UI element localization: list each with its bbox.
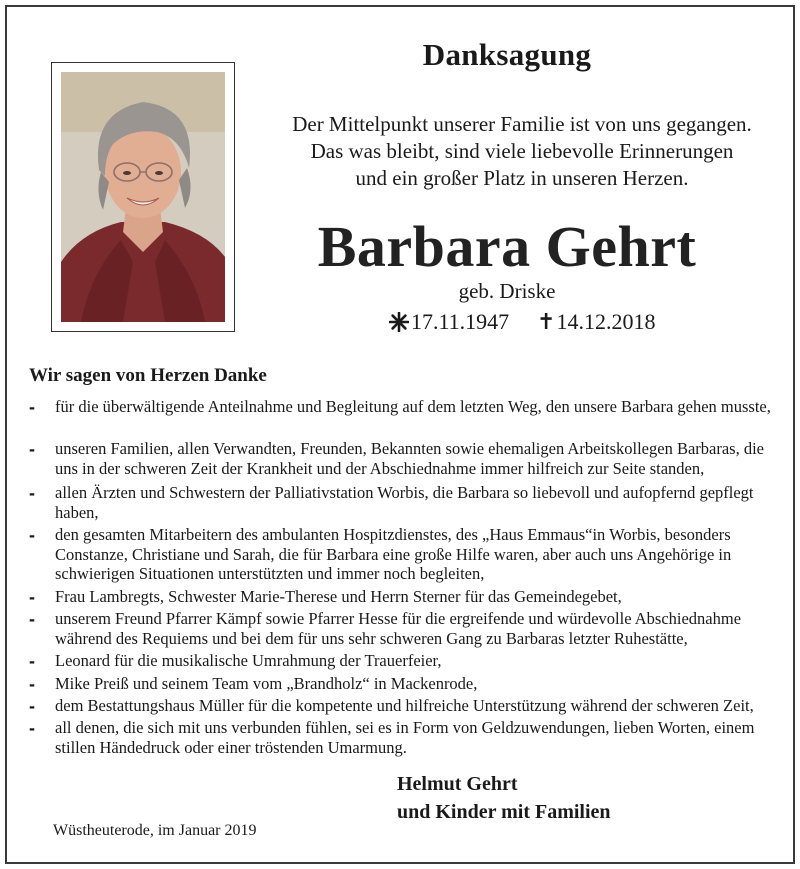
death-date-block: [537, 309, 655, 335]
list-item-text: Mike Preiß und seinem Team vom „Brandholz“ in Mackenrode,: [55, 674, 478, 693]
portrait-illustration: [61, 72, 225, 322]
motto-line: und ein großer Platz in unseren Herzen.: [355, 166, 689, 190]
list-item-text: unseren Familien, allen Verwandten, Freunden, Bekannten sowie ehemaligen Arbeitskollegen Barbaras, die uns in der schweren Zeit der Krankheit und der Abschiednahme immer hilfreich zur Seite standen,: [55, 439, 764, 478]
bullet-dash: -: [29, 397, 35, 417]
life-dates: [377, 309, 677, 337]
list-item-text: unserem Freund Pfarrer Kämpf sowie Pfarrer Hesse für die ergreifende und würdevolle Abschiednahme während des Requiems und bei dem für uns sehr schweren Gang zu Barbaras letzter Ruhestätte,: [55, 609, 742, 648]
motto-line: Das was bleibt, sind viele liebevolle Erinnerungen: [310, 139, 734, 163]
bullet-dash: -: [29, 651, 35, 671]
motto-verse: [257, 111, 787, 192]
thanks-heading: Wir sagen von Herzen Danke: [29, 365, 267, 386]
signature-line: Helmut Gehrt: [397, 773, 518, 795]
bullet-dash: -: [29, 696, 35, 716]
list-item-text: allen Ärzten und Schwestern der Palliativstation Worbis, die Barbara so liebevoll und aufopfernd gepflegt haben,: [55, 483, 754, 522]
list-item-text: Frau Lambregts, Schwester Marie-Therese und Herrn Sterner für das Gemeindegebet,: [55, 587, 622, 606]
portrait-photo: [61, 72, 225, 322]
bullet-dash: -: [29, 439, 35, 459]
notice-title: Danksagung: [422, 37, 592, 72]
list-item-text: dem Bestattungshaus Müller für die kompetente und hilfreiche Unterstützung während der schweren Zeit,: [55, 696, 754, 715]
birth-date: 17.11.1947: [411, 309, 510, 334]
maiden-name: geb. Driske: [458, 279, 556, 303]
list-item-text: den gesamten Mitarbeitern des ambulanten Hospitzdienstes, des „Haus Emmaus“in Worbis, besonders Constanze, Christiane und Sarah, die für Barbara eine große Hilfe waren, aber auch uns Angehörige in schwierigen Situationen unterstützten und immer noch begleiten,: [55, 525, 732, 583]
list-item-text: all denen, die sich mit uns verbunden fühlen, sei es in Form von Geldzuwendungen, lieben Worten, einem stillen Händedruck oder einer tröstenden Umarmung.: [55, 718, 755, 757]
birth-date-block: [389, 309, 509, 335]
signature-line: und Kinder mit Familien: [397, 801, 611, 823]
cross-icon: ✝: [537, 309, 556, 335]
portrait-frame: [51, 62, 235, 332]
death-date: 14.12.2018: [556, 309, 656, 334]
list-item-text: für die überwältigende Anteilnahme und Begleitung auf dem letzten Weg, den unsere Barbara gehen musste,: [55, 397, 771, 416]
obituary-notice: [5, 5, 795, 864]
bullet-dash: -: [29, 718, 35, 738]
bullet-dash: -: [29, 609, 35, 629]
signature: [397, 770, 611, 826]
place-and-date: Wüstheuterode, im Januar 2019: [53, 822, 257, 839]
bullet-dash: -: [29, 587, 35, 607]
bullet-dash: -: [29, 483, 35, 503]
list-item-text: Leonard für die musikalische Umrahmung der Trauerfeier,: [55, 651, 442, 670]
star-icon: [389, 312, 409, 332]
bullet-dash: -: [29, 674, 35, 694]
deceased-name: Barbara Gehrt: [317, 214, 697, 279]
bullet-dash: -: [29, 525, 35, 545]
motto-line: Der Mittelpunkt unserer Familie ist von uns gegangen.: [292, 112, 752, 136]
